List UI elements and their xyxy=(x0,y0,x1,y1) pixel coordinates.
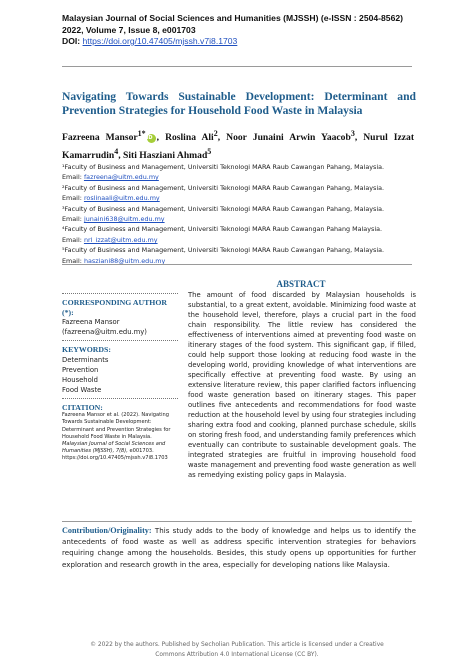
email-label: Email: xyxy=(62,256,82,265)
author-5-sup: 5 xyxy=(207,146,212,156)
affiliation-line: ⁵Faculty of Business and Management, Universiti Teknologi MARA Raub Cawangan Pahang, Malaysia. xyxy=(62,246,385,255)
license-line-1: © 2022 by the authors. Published by Secholian Publication. This article is licensed under a Creative xyxy=(90,642,384,648)
affiliation-line: ⁴Faculty of Business and Management, Universiti Teknologi MARA Raub Cawangan Pahang Malaysia. xyxy=(62,225,383,234)
paper-title: Navigating Towards Sustainable Development: Determinant and Prevention Strategies for Household Food Waste in Malaysia xyxy=(62,90,416,117)
affiliation-line: ¹Faculty of Business and Management, Universiti Teknologi MARA Raub Cawangan Pahang, Malaysia. xyxy=(62,163,385,171)
keyword-item: Determinants xyxy=(62,355,109,364)
lower-divider xyxy=(62,521,412,522)
sidebar-divider xyxy=(62,293,178,294)
affiliation-email-line xyxy=(62,172,416,182)
contribution-text: This study adds to the body of knowledge and helps us to identify the antecedents of food waste as well as address specific intervention strategies for behaviors requiring change among the households. Besides, this study opens up opportunities for further exploration and research growth in the area, especially for developing nations like Malaysia. xyxy=(62,526,416,569)
doi-line xyxy=(62,36,442,48)
author-list: Fazreena Mansor$^{1*}$iD , Roslina Ali$^2$, Noor Junaini Arwin Yaacob$^3$, Nurul Izzat Kamarrudin$^4$, Siti Hasziani Ahmad$^5$ xyxy=(62,129,415,161)
journal-volume: 2022, Volume 7, Issue 8, e001703 xyxy=(62,24,196,35)
email-link[interactable]: junaini638@uitm.edu.my xyxy=(83,215,165,224)
keyword-item: Prevention xyxy=(62,365,99,374)
corresponding-email: (fazreena@uitm.edu.my) xyxy=(62,328,147,337)
citation-heading: CITATION: xyxy=(62,402,103,412)
email-label: Email: xyxy=(62,215,82,224)
affiliation-line: ²Faculty of Business and Management, Universiti Teknologi MARA Raub Cawangan Pahang, Malaysia. xyxy=(62,183,385,192)
author-3-sup: 3 xyxy=(350,129,355,138)
contribution-label: Contribution/Originality: xyxy=(62,526,152,535)
license-line-2: Commons Attribution 4.0 International License (CC BY). xyxy=(155,651,319,658)
author-3: Noor Junaini Arwin Yaacob xyxy=(226,132,351,144)
article-info-sidebar xyxy=(62,290,178,462)
contribution-originality xyxy=(62,525,416,570)
email-label: Email: xyxy=(62,235,82,244)
author-4: Nurul Izzat Kamarrudin xyxy=(62,132,415,161)
author-5: Siti Hasziani Ahmad xyxy=(123,149,208,161)
affiliation-email-line xyxy=(62,214,416,224)
email-link[interactable]: roslinaali@uitm.edu.my xyxy=(83,194,160,203)
journal-header xyxy=(62,13,442,48)
sidebar-divider xyxy=(62,398,178,399)
corresponding-name: Fazreena Mansor xyxy=(62,318,120,327)
keywords-heading: KEYWORDS: xyxy=(62,345,111,355)
abstract-body: The amount of food discarded by Malaysian households is substantial, to a great extent, avoidable. Minimizing food waste at the household level, therefore, plays a crucial part in the food chain responsibility. The little review has considered the effectiveness of interventions aimed at preventing food waste on itinerary stages of the food system. This significant gap, if filled, could help support those looking at reducing food waste in the developing world, providing knowledge of what interventions are specifically effective at preventing food waste. By using an extensive literature review, this paper clarified factors influencing food waste generation based on itinerary stages. This paper outlines five antecedents and recommendations for food waste reduction at the household level by using four strategies including sharing extra food and cooking, planned purchase schedule, skills on storing fresh food, and understanding family preferences which eventually can contribute to sustainable development goals. The integrated strategies are fruitful in improving household food waste management and preventing food waste generation as well as remedying existing policy gaps in Malaysia. xyxy=(188,291,416,479)
middle-divider xyxy=(62,264,412,265)
email-link[interactable]: hasziani88@uitm.edu.my xyxy=(83,256,166,265)
email-link[interactable]: nrl_izzat@uitm.edu.my xyxy=(83,235,158,244)
author-1: Fazreena Mansor xyxy=(62,132,138,144)
author-2-sup: 2 xyxy=(213,129,218,138)
top-divider xyxy=(62,66,412,67)
license-footer xyxy=(40,641,434,660)
journal-name: Malaysian Journal of Social Sciences and Humanities (MJSSH) (e-ISSN : 2504-8562) xyxy=(62,13,404,23)
author-4-sup: 4 xyxy=(114,146,119,156)
email-link[interactable]: fazreena@uitm.edu.my xyxy=(83,173,159,182)
citation-tail: e001703. https://doi.org/10.47405/mjssh.v7i8.1703 xyxy=(62,447,168,461)
affiliation-email-line xyxy=(62,193,416,203)
affiliations xyxy=(62,162,416,266)
author-1-sup: 1* xyxy=(137,129,146,138)
doi-label: DOI: xyxy=(62,36,81,46)
affiliation-line: ³Faculty of Business and Management, Universiti Teknologi MARA Raub Cawangan Pahang, Malaysia. xyxy=(62,204,385,213)
keyword-item: Food Waste xyxy=(62,385,102,394)
corresponding-heading: CORRESPONDING AUTHOR (*): xyxy=(62,298,168,317)
citation-body: Fazreena Mansor et al. (2022). Navigating Towards Sustainable Development: Determinant and Prevention Strategies for Household Food Waste in Malaysia. xyxy=(62,412,171,440)
email-label: Email: xyxy=(62,173,82,182)
citation-text xyxy=(62,412,178,462)
orcid-icon[interactable]: iD xyxy=(147,134,156,143)
sidebar-divider xyxy=(62,340,178,341)
citation-journal: Malaysian Journal of Social Sciences and Humanities (MJSSH), 7(8), xyxy=(62,440,166,454)
keyword-item: Household xyxy=(62,375,98,384)
author-2: Roslina Ali xyxy=(165,132,214,144)
abstract-heading: ABSTRACT xyxy=(276,279,326,289)
email-label: Email: xyxy=(62,194,82,203)
affiliation-email-line xyxy=(62,235,416,245)
doi-link[interactable]: https://doi.org/10.47405/mjssh.v7i8.1703 xyxy=(82,36,238,46)
